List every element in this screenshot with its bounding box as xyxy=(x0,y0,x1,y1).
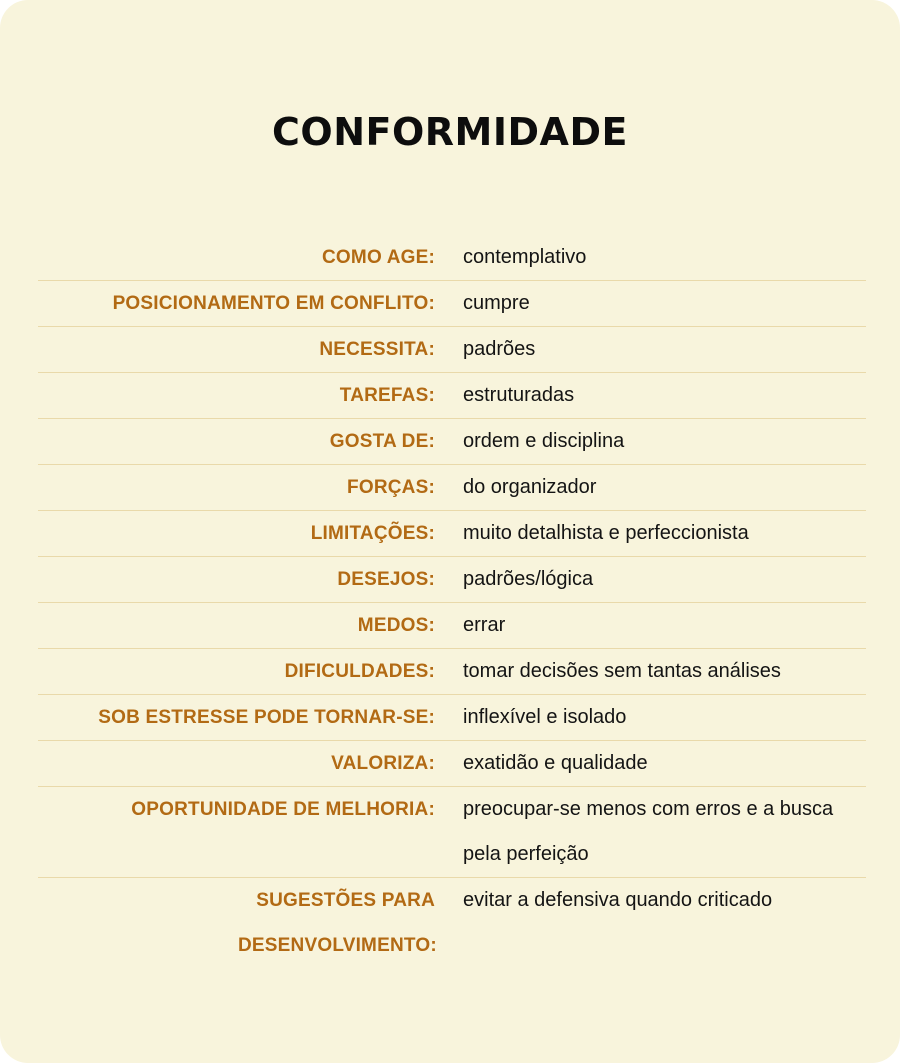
row-value: muito detalhista e perfeccionista xyxy=(463,522,749,544)
row-value: estruturadas xyxy=(463,384,575,406)
row-value: do organizador xyxy=(463,476,597,498)
row-label: POSICIONAMENTO EM CONFLITO: xyxy=(112,293,435,314)
row-label: COMO AGE: xyxy=(322,247,435,268)
table-row xyxy=(38,787,866,878)
row-value: errar xyxy=(463,614,506,636)
table-row xyxy=(38,603,866,649)
row-label: DIFICULDADES: xyxy=(284,661,435,682)
row-label: NECESSITA: xyxy=(319,339,435,360)
page-title: CONFORMIDADE xyxy=(272,110,628,154)
row-value: padrões xyxy=(463,338,536,360)
row-value: ordem e disciplina xyxy=(463,430,625,452)
row-value: padrões/lógica xyxy=(463,568,594,590)
table-row xyxy=(38,878,866,968)
table-row xyxy=(38,281,866,327)
row-label: GOSTA DE: xyxy=(329,431,435,452)
row-value: evitar a defensiva quando criticado xyxy=(463,889,773,911)
row-value: exatidão e qualidade xyxy=(463,752,648,774)
row-label: SUGESTÕES PARA DESENVOLVIMENTO: xyxy=(238,890,437,956)
row-label: TAREFAS: xyxy=(339,385,435,406)
row-label: MEDOS: xyxy=(357,615,435,636)
table-row xyxy=(38,235,866,281)
table-row xyxy=(38,511,866,557)
table-row xyxy=(38,649,866,695)
row-value: cumpre xyxy=(463,292,530,314)
table-row xyxy=(38,465,866,511)
table-row xyxy=(38,327,866,373)
table-row xyxy=(38,419,866,465)
table-row xyxy=(38,557,866,603)
table-row xyxy=(38,695,866,741)
row-label: LIMITAÇÕES: xyxy=(310,523,435,544)
row-value: inflexível e isolado xyxy=(463,706,627,728)
row-label: FORÇAS: xyxy=(347,477,435,498)
row-label: VALORIZA: xyxy=(331,753,435,774)
table-row xyxy=(38,373,866,419)
row-value: preocupar-se menos com erros e a busca pela perfeição xyxy=(463,798,834,865)
row-value: contemplativo xyxy=(463,246,587,268)
attribute-table xyxy=(38,235,866,968)
row-label: SOB ESTRESSE PODE TORNAR-SE: xyxy=(98,707,435,728)
row-value: tomar decisões sem tantas análises xyxy=(463,660,781,682)
row-label: OPORTUNIDADE DE MELHORIA: xyxy=(131,799,435,820)
table-row xyxy=(38,741,866,787)
row-label: DESEJOS: xyxy=(337,569,435,590)
